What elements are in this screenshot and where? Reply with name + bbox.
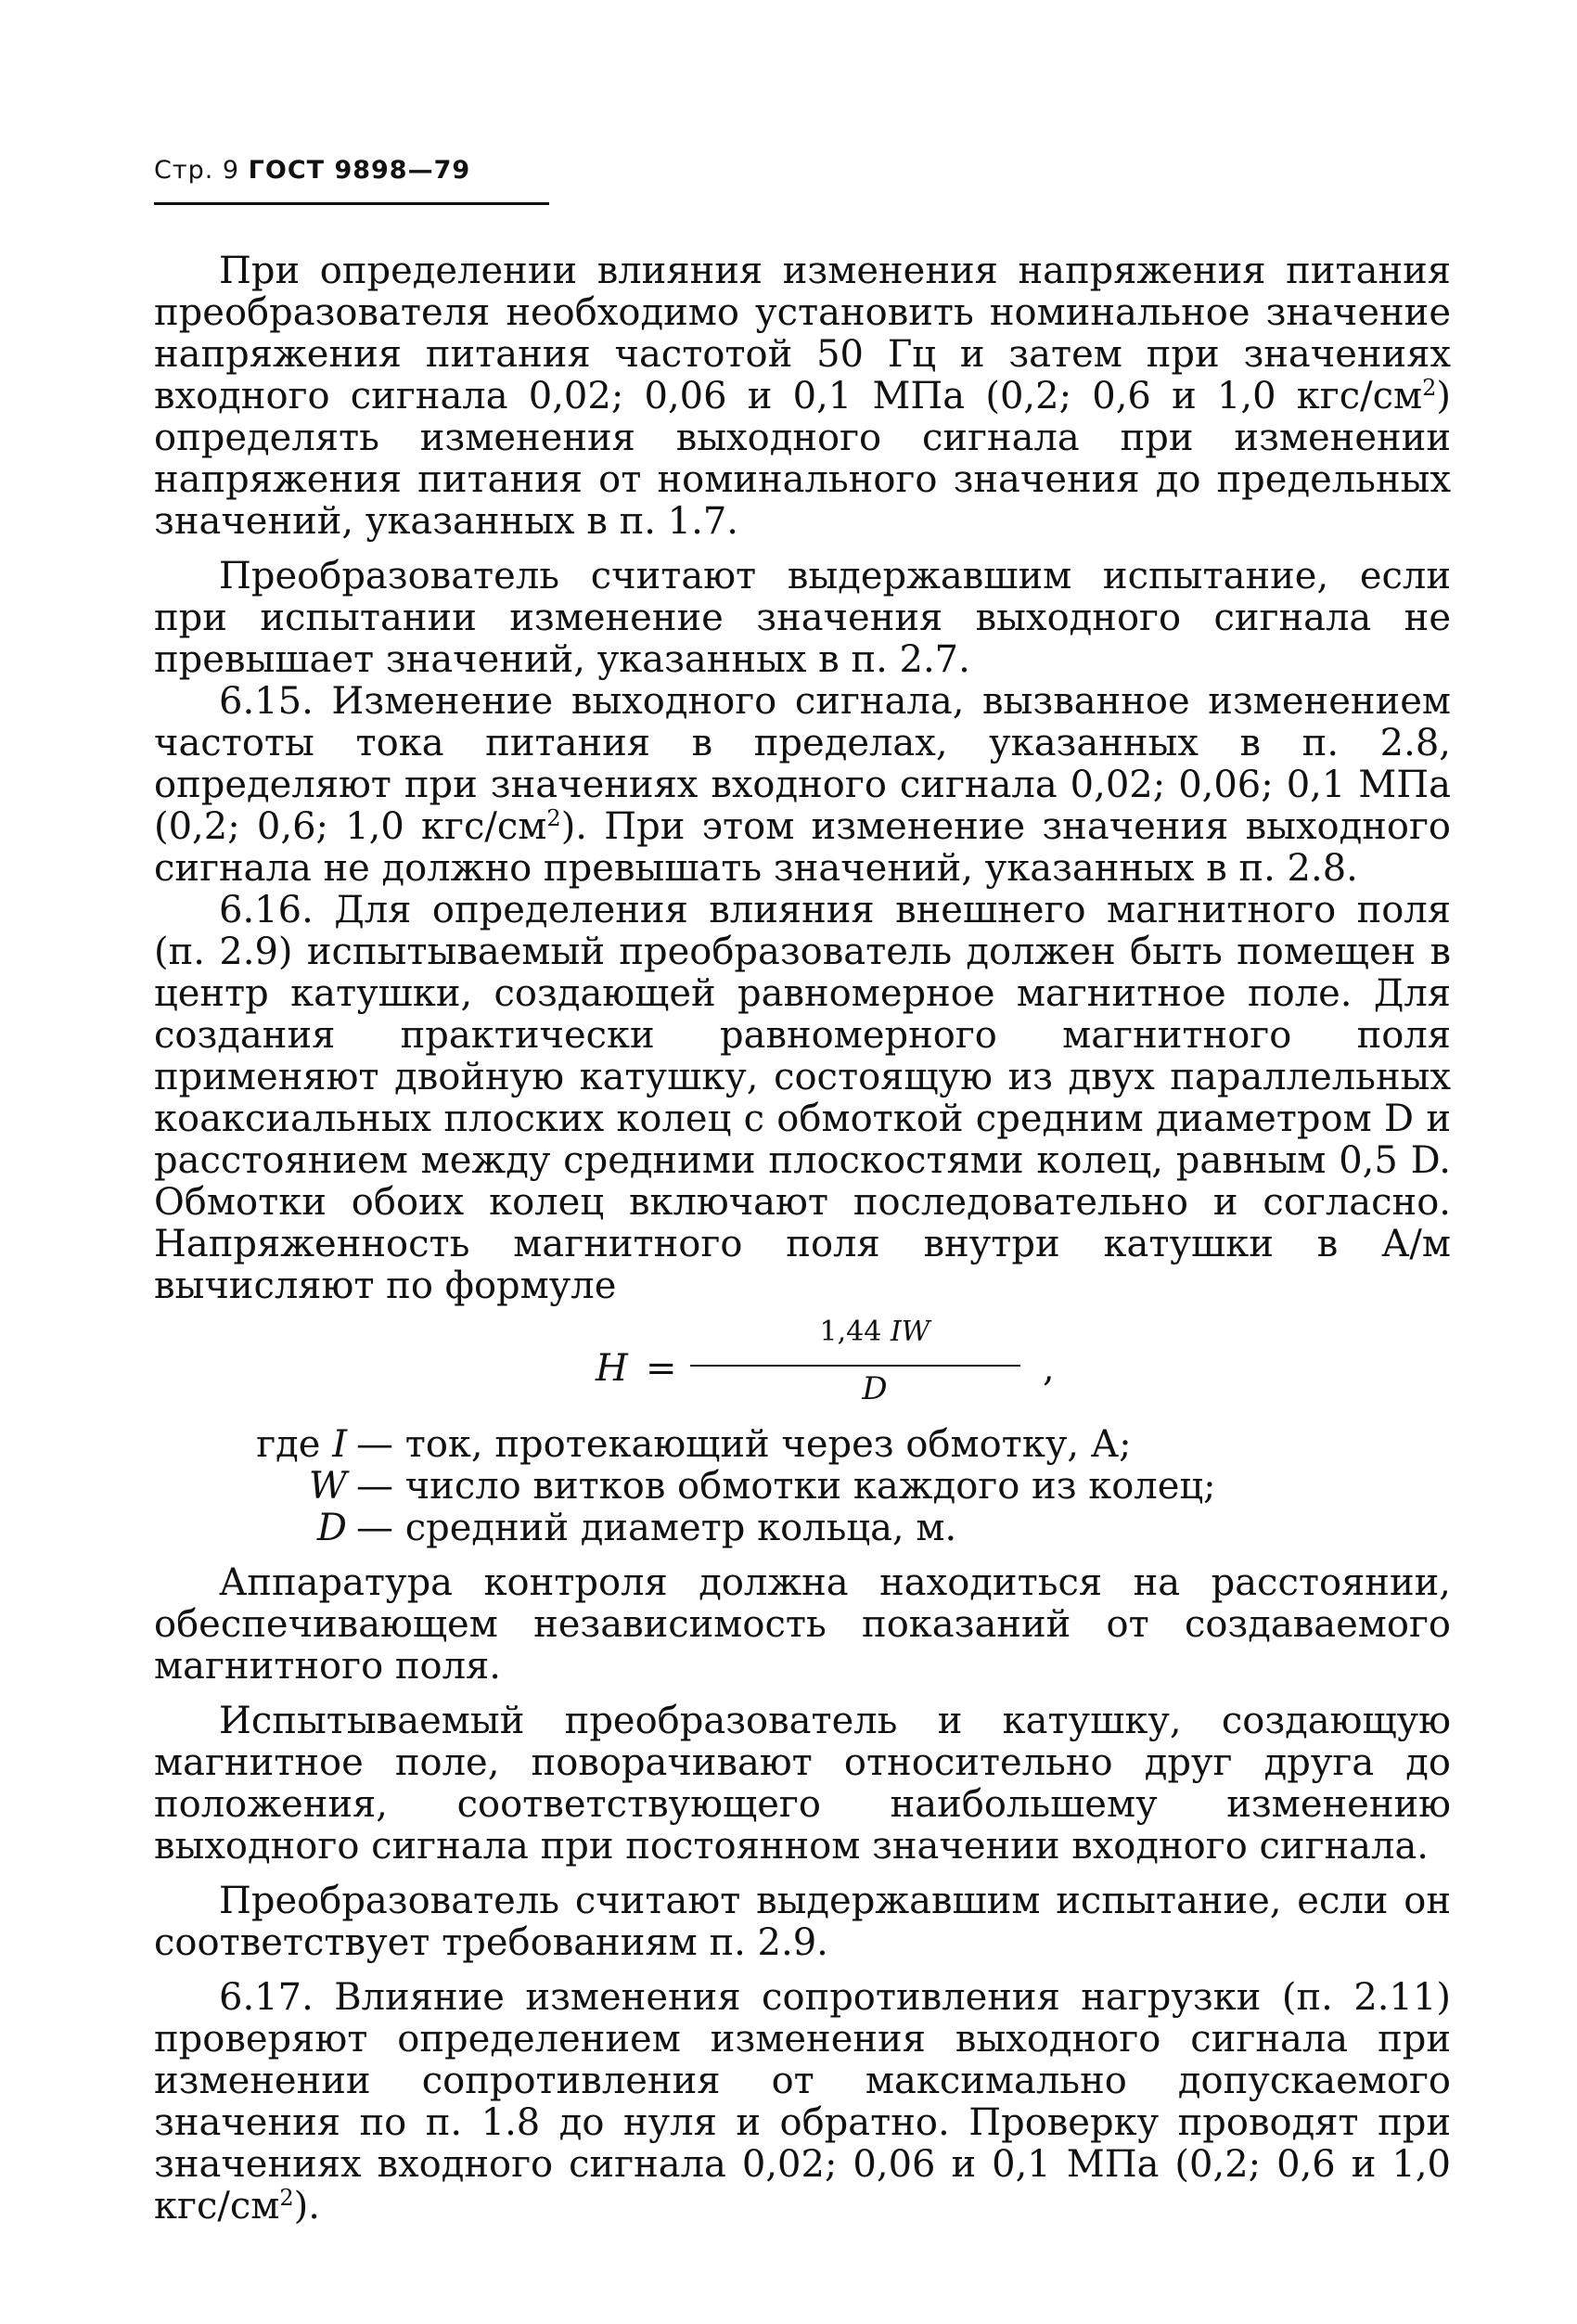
formula-denominator: D [862, 1370, 888, 1407]
formula-comma: , [1043, 1347, 1055, 1390]
paragraph-rotation: Испытываемый преобразователь и катушку, создающую магнитное поле, поворачивают относительно друг друга до положения, соответствующего наибольшему изменению выходного сигнала при постоянном значении входного сигнала. [154, 1700, 1451, 1868]
paragraph-6-16: 6.16. Для определения влияния внешнего магнитного поля (п. 2.9) испытываемый преобразователь должен быть помещен в центр катушки, создающей равномерное магнитное поле. Для создания практически равномерного магнитного поля применяют двойную катушку, состоящую из двух параллельных коаксиальных плоских колец с обмоткой средним диаметром D и расстоянием между средними плоскостями колец, равным 0,5 D. Обмотки обоих колец включают последовательно и согласно. Напряженность магнитного поля внутри катушки в А/м вычисляют по формуле [154, 889, 1451, 1307]
paragraph-voltage-result: Преобразователь считают выдержавшим испытание, если при испытании изменение значения выходного сигнала не превышает значений, указанных в п. 2.7. [154, 555, 1451, 681]
formula-lhs: H [596, 1347, 628, 1390]
document-body [154, 250, 1451, 2228]
formula-definitions [154, 1424, 1451, 1549]
paragraph-magnetic-result: Преобразователь считают выдержавшим испытание, если он соответствует требованиям п. 2.9. [154, 1880, 1451, 1964]
formula-numerator: 1,44 IW [819, 1316, 930, 1348]
paragraph-6-17: 6.17. Влияние изменения сопротивления нагрузки (п. 2.11) проверяют определением изменения выходного сигнала при изменении сопротивления от максимально допускаемого значения по п. 1.8 до нуля и обратно. Проверку проводят при значениях входного сигнала 0,02; 0,06 и 0,1 МПа (0,2; 0,6 и 1,0 кгс/$см^2$). [154, 1976, 1451, 2228]
paragraph-apparatus: Аппаратура контроля должна находиться на расстоянии, обеспечивающем независимость показаний от создаваемого магнитного поля. [154, 1561, 1451, 1688]
formula-equals: = [646, 1347, 677, 1390]
definition-row: где I — ток, протекающий через обмотку, А; [256, 1423, 1132, 1466]
fraction-bar [690, 1365, 1020, 1367]
definition-row: D — средний диаметр кольца, м. [316, 1507, 957, 1549]
paragraph-voltage-test: При определении влияния изменения напряжения питания преобразователя необходимо установить номинальное значение напряжения питания частотой 50 Гц и затем при значениях входного сигнала 0,02; 0,06 и 0,1 МПа (0,2; 0,6 и 1,0 кгс/$см^2$) определять изменения выходного сигнала при изменении напряжения питания от номинального значения до предельных значений, указанных в п. 1.7. [154, 250, 1451, 543]
header-rule [154, 202, 549, 205]
page-header [154, 156, 470, 185]
definition-row: W — число витков обмотки каждого из колец; [308, 1465, 1216, 1508]
formula-field-strength [154, 1311, 1451, 1420]
paragraph-6-15: 6.15. Изменение выходного сигнала, вызванное изменением частоты тока питания в пределах, указанных в п. 2.8, определяют при значениях входного сигнала 0,02; 0,06; 0,1 МПа (0,2; 0,6; 1,0 кгс/$см^2$). При этом изменение значения выходного сигнала не должно превышать значений, указанных в п. 2.8. [154, 680, 1451, 890]
standard-number: ГОСТ 9898—79 [248, 156, 471, 185]
page-number: Стр. 9 [154, 156, 240, 185]
